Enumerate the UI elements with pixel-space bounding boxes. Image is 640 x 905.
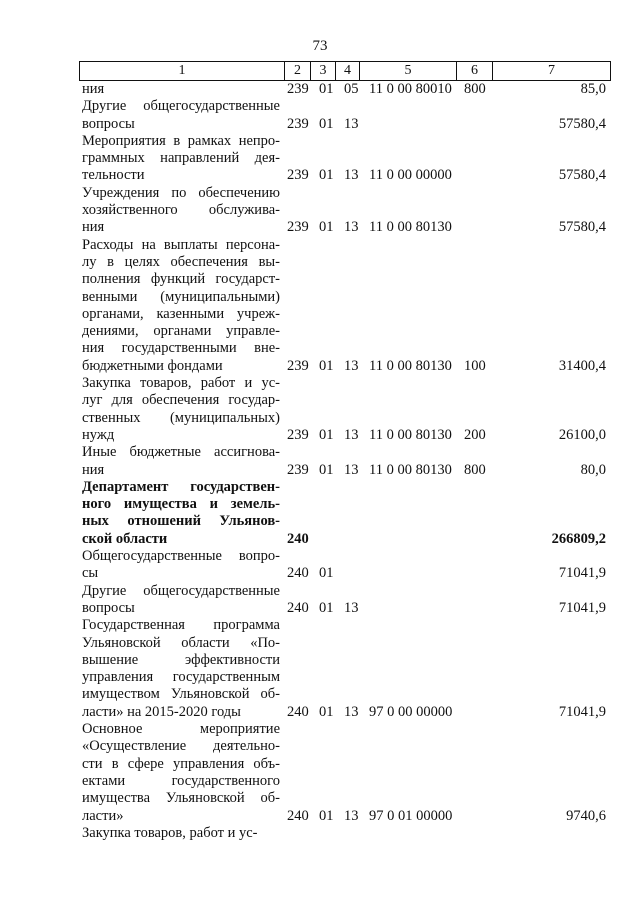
cell-c2: 240: [287, 530, 309, 547]
header-col-6: 6: [457, 62, 493, 80]
cell-c4: 05: [344, 81, 359, 97]
row-description: [82, 617, 280, 721]
description-line: имуществом Ульяновской об-: [82, 686, 280, 703]
cell-c2: 239: [287, 426, 309, 443]
header-col-2: 2: [285, 62, 311, 80]
cell-c7: 80,0: [580, 461, 606, 478]
description-line: органами, казенными учреж-: [82, 305, 280, 322]
description-line: ных отношений Ульянов-: [82, 513, 280, 530]
description-line: ния государственными вне-: [82, 340, 280, 357]
row-description: [82, 583, 280, 618]
row-description: [82, 375, 280, 444]
cell-c2: 239: [287, 167, 309, 184]
description-line: Другие общегосударственные: [82, 582, 280, 599]
cell-c6: 200: [464, 426, 486, 443]
row-description: [82, 81, 280, 98]
cell-c7: 26100,0: [558, 426, 606, 443]
row-description: [82, 548, 280, 583]
description-line: вопросы: [82, 115, 135, 132]
cell-c7: 71041,9: [558, 703, 606, 720]
cell-c2: 239: [287, 81, 309, 97]
description-line: Иные бюджетные ассигнова-: [82, 444, 280, 461]
cell-c7: 57580,4: [558, 115, 606, 132]
cell-c3: 01: [319, 81, 334, 97]
description-line: вопросы: [82, 599, 135, 616]
cell-c5: 11 0 00 80130: [369, 426, 452, 443]
description-line: луг для обеспечения государ-: [82, 392, 280, 409]
description-line: ния: [82, 461, 105, 478]
page-number: 73: [312, 38, 328, 54]
header-col-7: 7: [548, 63, 555, 78]
cell-c6: 100: [464, 357, 486, 374]
header-col-1: 1: [80, 62, 285, 80]
cell-c7: 85,0: [580, 81, 606, 97]
cell-c2: 240: [287, 807, 309, 824]
description-line: Другие общегосударственные: [82, 98, 280, 115]
header-col-4: 4: [336, 62, 360, 80]
cell-c3: 01: [319, 426, 334, 443]
description-line: «Осуществление деятельно-: [82, 738, 280, 755]
cell-c5: 11 0 00 80130: [369, 461, 452, 478]
description-line: Ульяновской области «По-: [82, 634, 280, 651]
description-line: Мероприятия в рамках непро-: [82, 132, 280, 149]
header-col-5: 5: [360, 62, 457, 80]
cell-c5: 97 0 01 00000: [369, 807, 453, 824]
cell-c5: 11 0 00 80010: [369, 81, 452, 97]
cell-c2: 239: [287, 461, 309, 478]
cell-c4: 13: [344, 357, 359, 374]
description-line: ственных (муниципальных): [82, 409, 280, 426]
cell-c3: 01: [319, 807, 334, 824]
description-line: граммных направлений дея-: [82, 150, 280, 167]
cell-c4: 13: [344, 703, 359, 720]
row-description: [82, 98, 280, 133]
table-header: [79, 61, 611, 81]
description-line: Основное мероприятие: [82, 721, 280, 738]
description-line: вышение эффективности: [82, 651, 280, 668]
row-description: [82, 133, 280, 185]
cell-c7: 266809,2: [551, 530, 606, 547]
description-line: имущества Ульяновской об-: [82, 790, 280, 807]
cell-c7: 31400,4: [558, 357, 606, 374]
cell-c4: 13: [344, 461, 359, 478]
description-line: нужд: [82, 426, 115, 443]
row-description: [82, 185, 280, 237]
cell-c3: 01: [319, 599, 334, 616]
cell-c4: 13: [344, 115, 359, 132]
cell-c7: 57580,4: [558, 219, 606, 236]
description-line: полнения функций государст-: [82, 271, 280, 288]
description-line: Расходы на выплаты персона-: [82, 236, 280, 253]
description-line: бюджетными фондами: [82, 357, 223, 374]
cell-c2: 239: [287, 219, 309, 236]
cell-c2: 240: [287, 703, 309, 720]
cell-c2: 239: [287, 357, 309, 374]
cell-c5: 11 0 00 80130: [369, 357, 452, 374]
cell-c4: 13: [344, 426, 359, 443]
cell-c7: 71041,9: [558, 565, 606, 582]
cell-c3: 01: [319, 357, 334, 374]
cell-c5: 97 0 00 00000: [369, 703, 453, 720]
description-line: управления государственным: [82, 669, 280, 686]
description-line: ласти»: [82, 807, 124, 824]
description-line: Государственная программа: [82, 617, 280, 634]
row-description: [82, 237, 280, 375]
row-description: [82, 825, 280, 842]
cell-c5: 11 0 00 00000: [369, 167, 452, 184]
description-line: венными (муниципальными): [82, 288, 280, 305]
cell-c3: 01: [319, 703, 334, 720]
description-line: сы: [82, 565, 99, 582]
header-col-3: 3: [311, 62, 336, 80]
cell-c3: 01: [319, 219, 334, 236]
row-description: [82, 479, 280, 548]
cell-c6: 800: [464, 81, 486, 97]
description-line: хозяйственного обслужива-: [82, 202, 280, 219]
cell-c2: 240: [287, 599, 309, 616]
description-line: Закупка товаров, работ и ус-: [82, 824, 258, 841]
cell-c7: 71041,9: [558, 599, 606, 616]
description-line: ласти» на 2015-2020 годы: [82, 703, 241, 720]
cell-c7: 9740,6: [566, 807, 606, 824]
description-line: тельности: [82, 167, 145, 184]
cell-c3: 01: [319, 115, 334, 132]
cell-c4: 13: [344, 219, 359, 236]
cell-c4: 13: [344, 167, 359, 184]
description-line: Департамент государствен-: [82, 478, 280, 495]
description-line: Общегосударственные вопро-: [82, 548, 280, 565]
row-description: [82, 444, 280, 479]
description-line: Учреждения по обеспечению: [82, 184, 280, 201]
description-line: ния: [82, 81, 105, 97]
description-line: дениями, органами управле-: [82, 323, 280, 340]
cell-c5: 11 0 00 80130: [369, 219, 452, 236]
description-line: ектами государственного: [82, 772, 280, 789]
description-line: Закупка товаров, работ и ус-: [82, 375, 280, 392]
cell-c3: 01: [319, 565, 334, 582]
description-line: ния: [82, 219, 105, 236]
description-line: сти в сфере управления объ-: [82, 755, 280, 772]
cell-c3: 01: [319, 461, 334, 478]
description-line: ской области: [82, 530, 168, 547]
cell-c3: 01: [319, 167, 334, 184]
cell-c4: 13: [344, 599, 359, 616]
cell-c6: 800: [464, 461, 486, 478]
cell-c2: 239: [287, 115, 309, 132]
description-line: лу в целях обеспечения вы-: [82, 253, 280, 270]
cell-c7: 57580,4: [558, 167, 606, 184]
cell-c2: 240: [287, 565, 309, 582]
row-description: [82, 721, 280, 825]
description-line: ного имущества и земель-: [82, 496, 280, 513]
cell-c4: 13: [344, 807, 359, 824]
